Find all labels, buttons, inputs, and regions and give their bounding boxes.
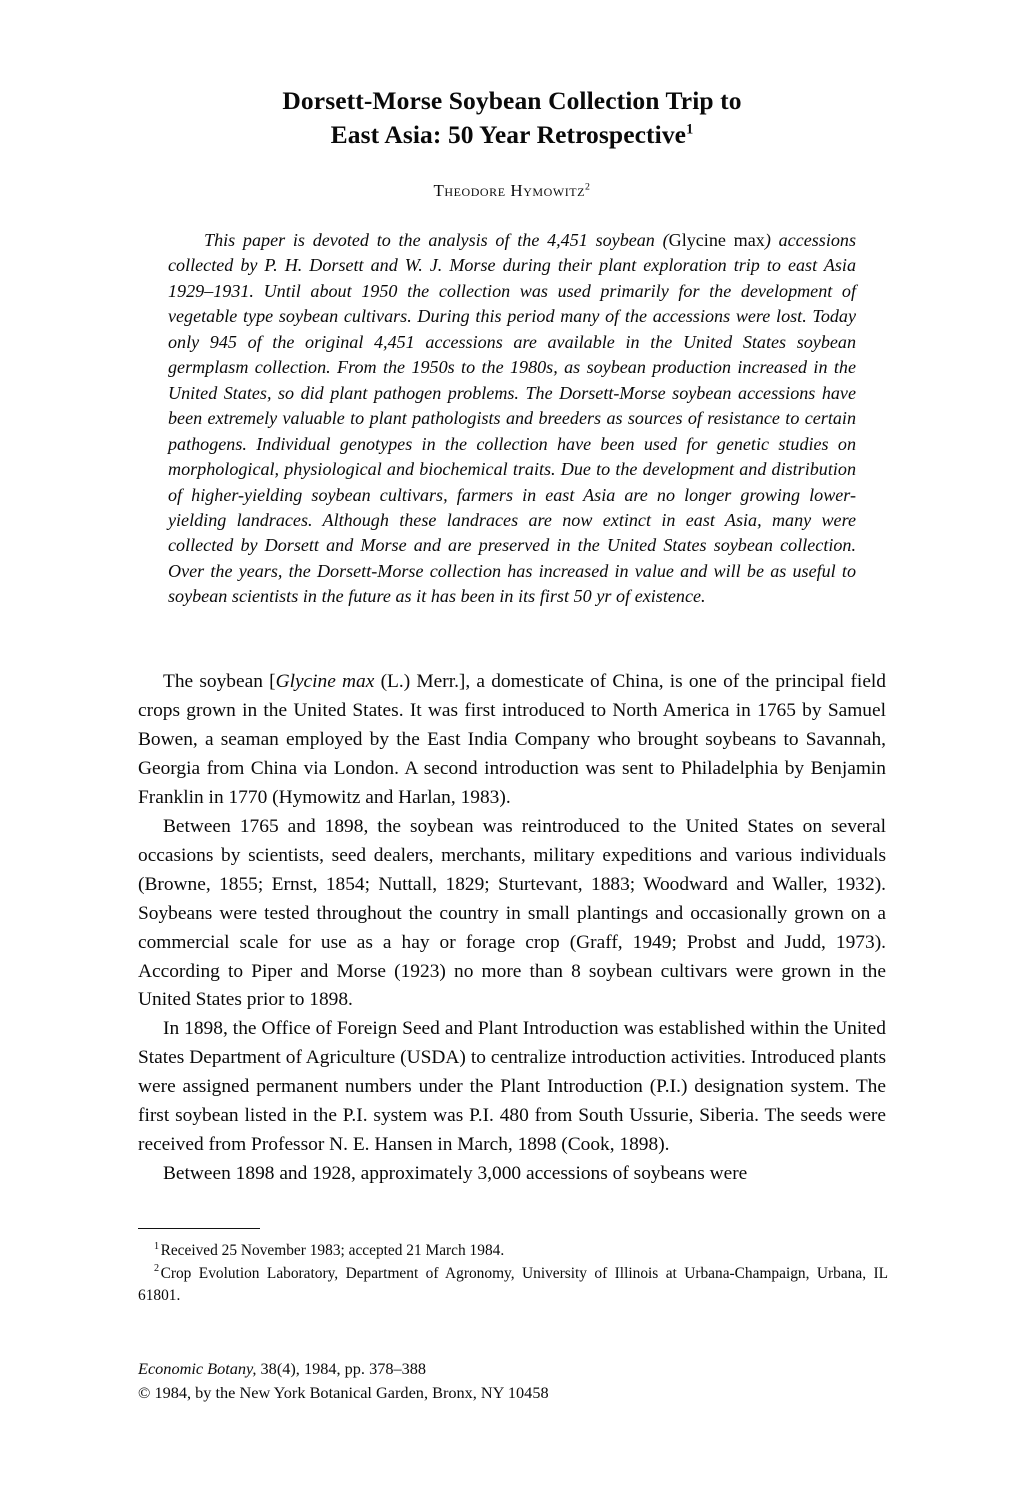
footnote-2-marker: 2 (154, 1263, 160, 1275)
title-line-1 (138, 84, 886, 118)
body-paragraph-4: Between 1898 and 1928, approximately 3,000 accessions of soybeans were (163, 1163, 748, 1185)
footnote-2-text: Crop Evolution Laboratory, Department of Agronomy, University of Illinois at Urbana-Champaign, Urbana, IL 61801. (138, 1264, 888, 1305)
copyright-line: © 1984, by the New York Botanical Garden, Bronx, NY 10458 (138, 1383, 549, 1402)
page-title (138, 84, 886, 152)
title-line-1-text: Dorsett-Morse Soybean Collection Trip to (282, 86, 742, 115)
title-line-2 (138, 118, 886, 152)
footnotes-section (138, 1240, 888, 1308)
footnote-1-text: Received 25 November 1983; accepted 21 March 1984. (160, 1242, 505, 1259)
title-footnote-marker: 1 (686, 121, 694, 138)
abstract-species-name: Glycine max (668, 230, 765, 250)
title-line-2-text: East Asia: 50 Year Retrospective (330, 120, 687, 149)
footnote-1 (138, 1240, 888, 1263)
footnote-2 (138, 1263, 888, 1308)
author-name: Theodore Hymowitz (433, 181, 586, 200)
body-paragraph-1 (138, 668, 886, 813)
journal-name: Economic Botany, (138, 1359, 257, 1378)
paragraph-1-pre: The soybean [ (163, 671, 276, 692)
footnote-1-marker: 1 (154, 1240, 160, 1252)
body-paragraph-2: Between 1765 and 1898, the soybean was reintroduced to the United States on several occasions by scientists, seed dealers, merchants, military expeditions and various individuals (Browne, 1855; Ernst, 1854; Nuttall, 1829; Sturtevant, 1883; Woodward and Waller, 1932). Soybeans were tested throughout the country in small plantings and occasionally grown on a commercial scale for use as a hay or forage crop (Graff, 1949; Probst and Judd, 1973). According to Piper and Morse (1923) no more than 8 soybean cultivars were grown in the United States prior to 1898. (138, 815, 886, 1011)
abstract-part-2: ) accessions collected by P. H. Dorsett and W. J. Morse during their plant exploration trip to east Asia 1929–1931. Until about 1950 the collection was used primarily for the development of vegetable type soybean cultivars. During this period many of the accessions were lost. Today only 945 of the original 4,451 accessions are available in the United States soybean germplasm collection. From the 1950s to the 1980s, as soybean production increased in the United States, so did plant pathogen problems. The Dorsett-Morse soybean accessions have been extremely valuable to plant pathologists and breeders as sources of resistance to certain pathogens. Individual genotypes in the collection have been used for genetic studies on morphological, physiological and biochemical traits. Due to the development and distribution of higher-yielding soybean cultivars, farmers in east Asia are no longer growing lower-yielding landraces. Although these landraces are now extinct in east Asia, many were collected by Dorsett and Morse and are preserved in the United States soybean collection. Over the years, the Dorsett-Morse collection has increased in value and will be as useful to soybean scientists in the future as it has been in its first 50 yr of existence. (168, 230, 856, 607)
paragraph-1-species-name: Glycine max (275, 671, 375, 692)
abstract-part-1: This paper is devoted to the analysis of the 4,451 soybean ( (204, 230, 669, 250)
journal-issue-info: 38(4), 1984, pp. 378–388 (256, 1359, 427, 1378)
body-text (138, 668, 886, 1189)
body-paragraph-3: In 1898, the Office of Foreign Seed and Plant Introduction was established within the United States Department of Agriculture (USDA) to centralize introduction activities. Introduced plants were assigned permanent numbers under the Plant Introduction (P.I.) designation system. The first soybean listed in the P.I. system was P.I. 480 from South Ussurie, Siberia. The seeds were received from Professor N. E. Hansen in March, 1898 (Cook, 1898). (138, 1018, 886, 1156)
author-byline (138, 181, 886, 201)
journal-citation (138, 1357, 888, 1405)
paragraph-1-post: (L.) Merr.], a domesticate of China, is one of the principal field crops grown in the United States. It was first introduced to North America in 1765 by Samuel Bowen, a seaman employed by the East India Company who brought soybeans to Savannah, Georgia from China via London. A second introduction was sent to Philadelphia by Benjamin Franklin in 1770 (Hymowitz and Harlan, 1983). (138, 671, 887, 808)
citation-source-line (138, 1357, 888, 1381)
abstract-text (168, 228, 856, 610)
footnote-separator-rule (138, 1228, 260, 1229)
author-footnote-marker: 2 (585, 181, 591, 193)
